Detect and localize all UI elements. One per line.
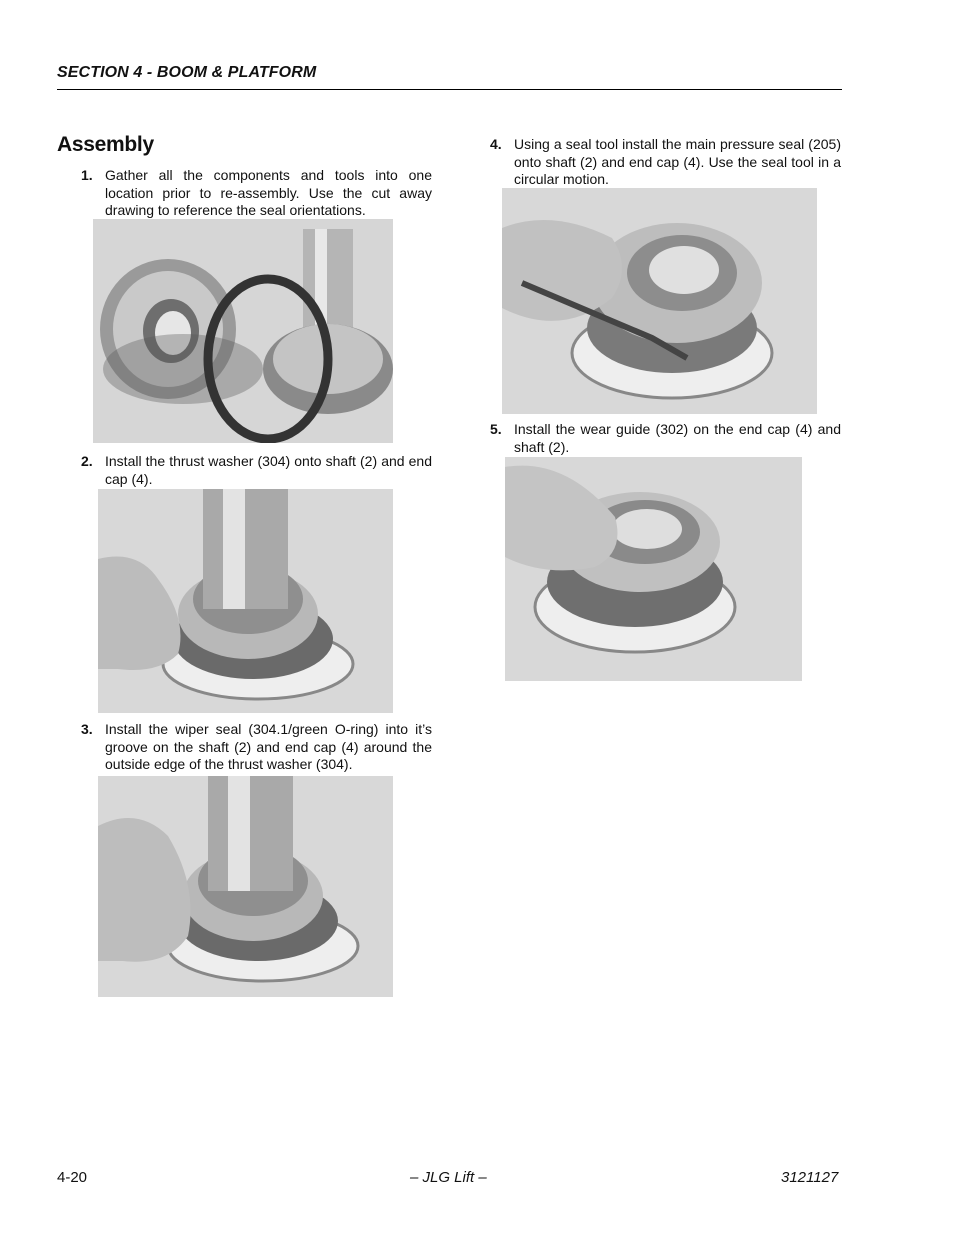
seal-components-photo <box>93 219 393 443</box>
step-number: 4. <box>490 136 502 152</box>
footer-title: – JLG Lift – <box>410 1169 487 1186</box>
wiper-seal-install-photo <box>98 776 393 997</box>
step-number: 2. <box>81 453 93 469</box>
pressure-seal-install-photo <box>502 188 817 414</box>
thrust-washer-install-photo <box>98 489 393 713</box>
page-number: 4-20 <box>57 1169 88 1186</box>
step-number: 5. <box>490 421 502 437</box>
header-rule <box>57 89 842 90</box>
step-text: Install the wiper seal (304.1/green O-ring) into it’s groove on the shaft (2) and end cap (4) around the outside edge of the thrust washer (304). <box>105 721 432 772</box>
step-text: Using a seal tool install the main pressure seal (205) onto shaft (2) and end cap (4). Use the seal tool in a circular motion. <box>514 136 841 187</box>
section-heading: Assembly <box>57 133 154 156</box>
step-number: 3. <box>81 721 93 737</box>
document-number: 3121127 <box>781 1169 839 1186</box>
step-text: Install the wear guide (302) on the end cap (4) and shaft (2). <box>514 421 841 455</box>
step-text: Gather all the components and tools into one location prior to re-assembly. Use the cut away drawing to reference the seal orientations. <box>105 167 432 218</box>
wear-guide-install-photo <box>505 457 802 681</box>
section-header: SECTION 4 - BOOM & PLATFORM <box>57 64 317 81</box>
step-text: Install the thrust washer (304) onto shaft (2) and end cap (4). <box>105 453 432 487</box>
step-number: 1. <box>81 167 93 183</box>
